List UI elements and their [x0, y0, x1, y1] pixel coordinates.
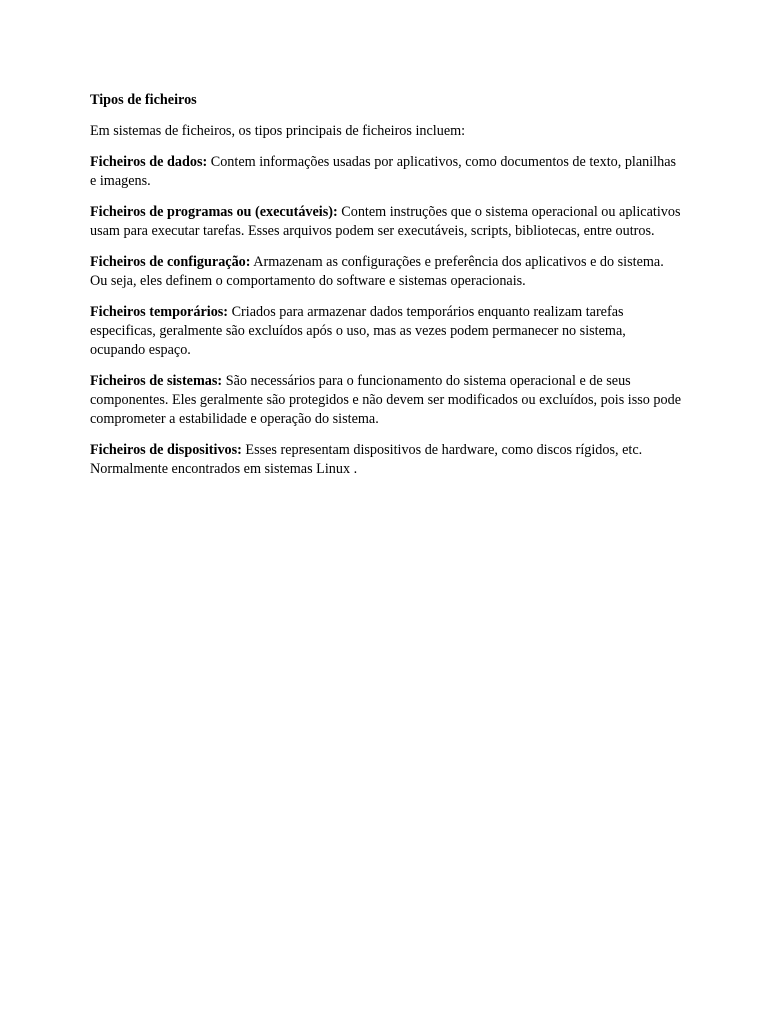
- paragraph-temp-files: [90, 303, 682, 360]
- intro-paragraph: Em sistemas de ficheiros, os tipos principais de ficheiros incluem:: [90, 123, 466, 139]
- definition-text: Contem instruções que o sistema operacional ou aplicativos usam para executar tarefas. Esses arquivos podem ser executáveis, scripts, bibliotecas, entre outros.: [90, 204, 681, 239]
- paragraph-device-files: [90, 441, 682, 479]
- term-label: Ficheiros de dados:: [90, 154, 208, 170]
- definition-text: São necessários para o funcionamento do sistema operacional e de seus componentes. Eles geralmente são protegidos e não devem ser modificados ou excluídos, pois isso pode comprometer a estabilidade e operação do sistema.: [90, 373, 682, 427]
- paragraph-program-files: [90, 203, 682, 241]
- definition-text: Armazenam as configurações e preferência dos aplicativos e do sistema. Ou seja, eles definem o comportamento do software e sistemas operacionais.: [90, 254, 664, 289]
- paragraph-system-files: [90, 372, 682, 429]
- term-label: Ficheiros de sistemas:: [90, 373, 223, 389]
- paragraph-config-files: [90, 253, 682, 291]
- term-label: Ficheiros de dispositivos:: [90, 442, 242, 458]
- term-label: Ficheiros de configuração:: [90, 254, 251, 270]
- document-body: [90, 91, 682, 491]
- paragraph-data-files: [90, 153, 682, 191]
- definition-text: Contem informações usadas por aplicativos, como documentos de texto, planilhas e imagens.: [90, 154, 677, 189]
- definition-text: Criados para armazenar dados temporários enquanto realizam tarefas especificas, geralmente são excluídos após o uso, mas as vezes podem permanecer no sistema, ocupando espaço.: [90, 304, 626, 358]
- term-label: Ficheiros de programas ou (executáveis):: [90, 204, 338, 220]
- definition-text: Esses representam dispositivos de hardware, como discos rígidos, etc. Normalmente encontrados em sistemas Linux .: [90, 442, 643, 477]
- term-label: Ficheiros temporários:: [90, 304, 229, 320]
- document-title: Tipos de ficheiros: [90, 92, 197, 108]
